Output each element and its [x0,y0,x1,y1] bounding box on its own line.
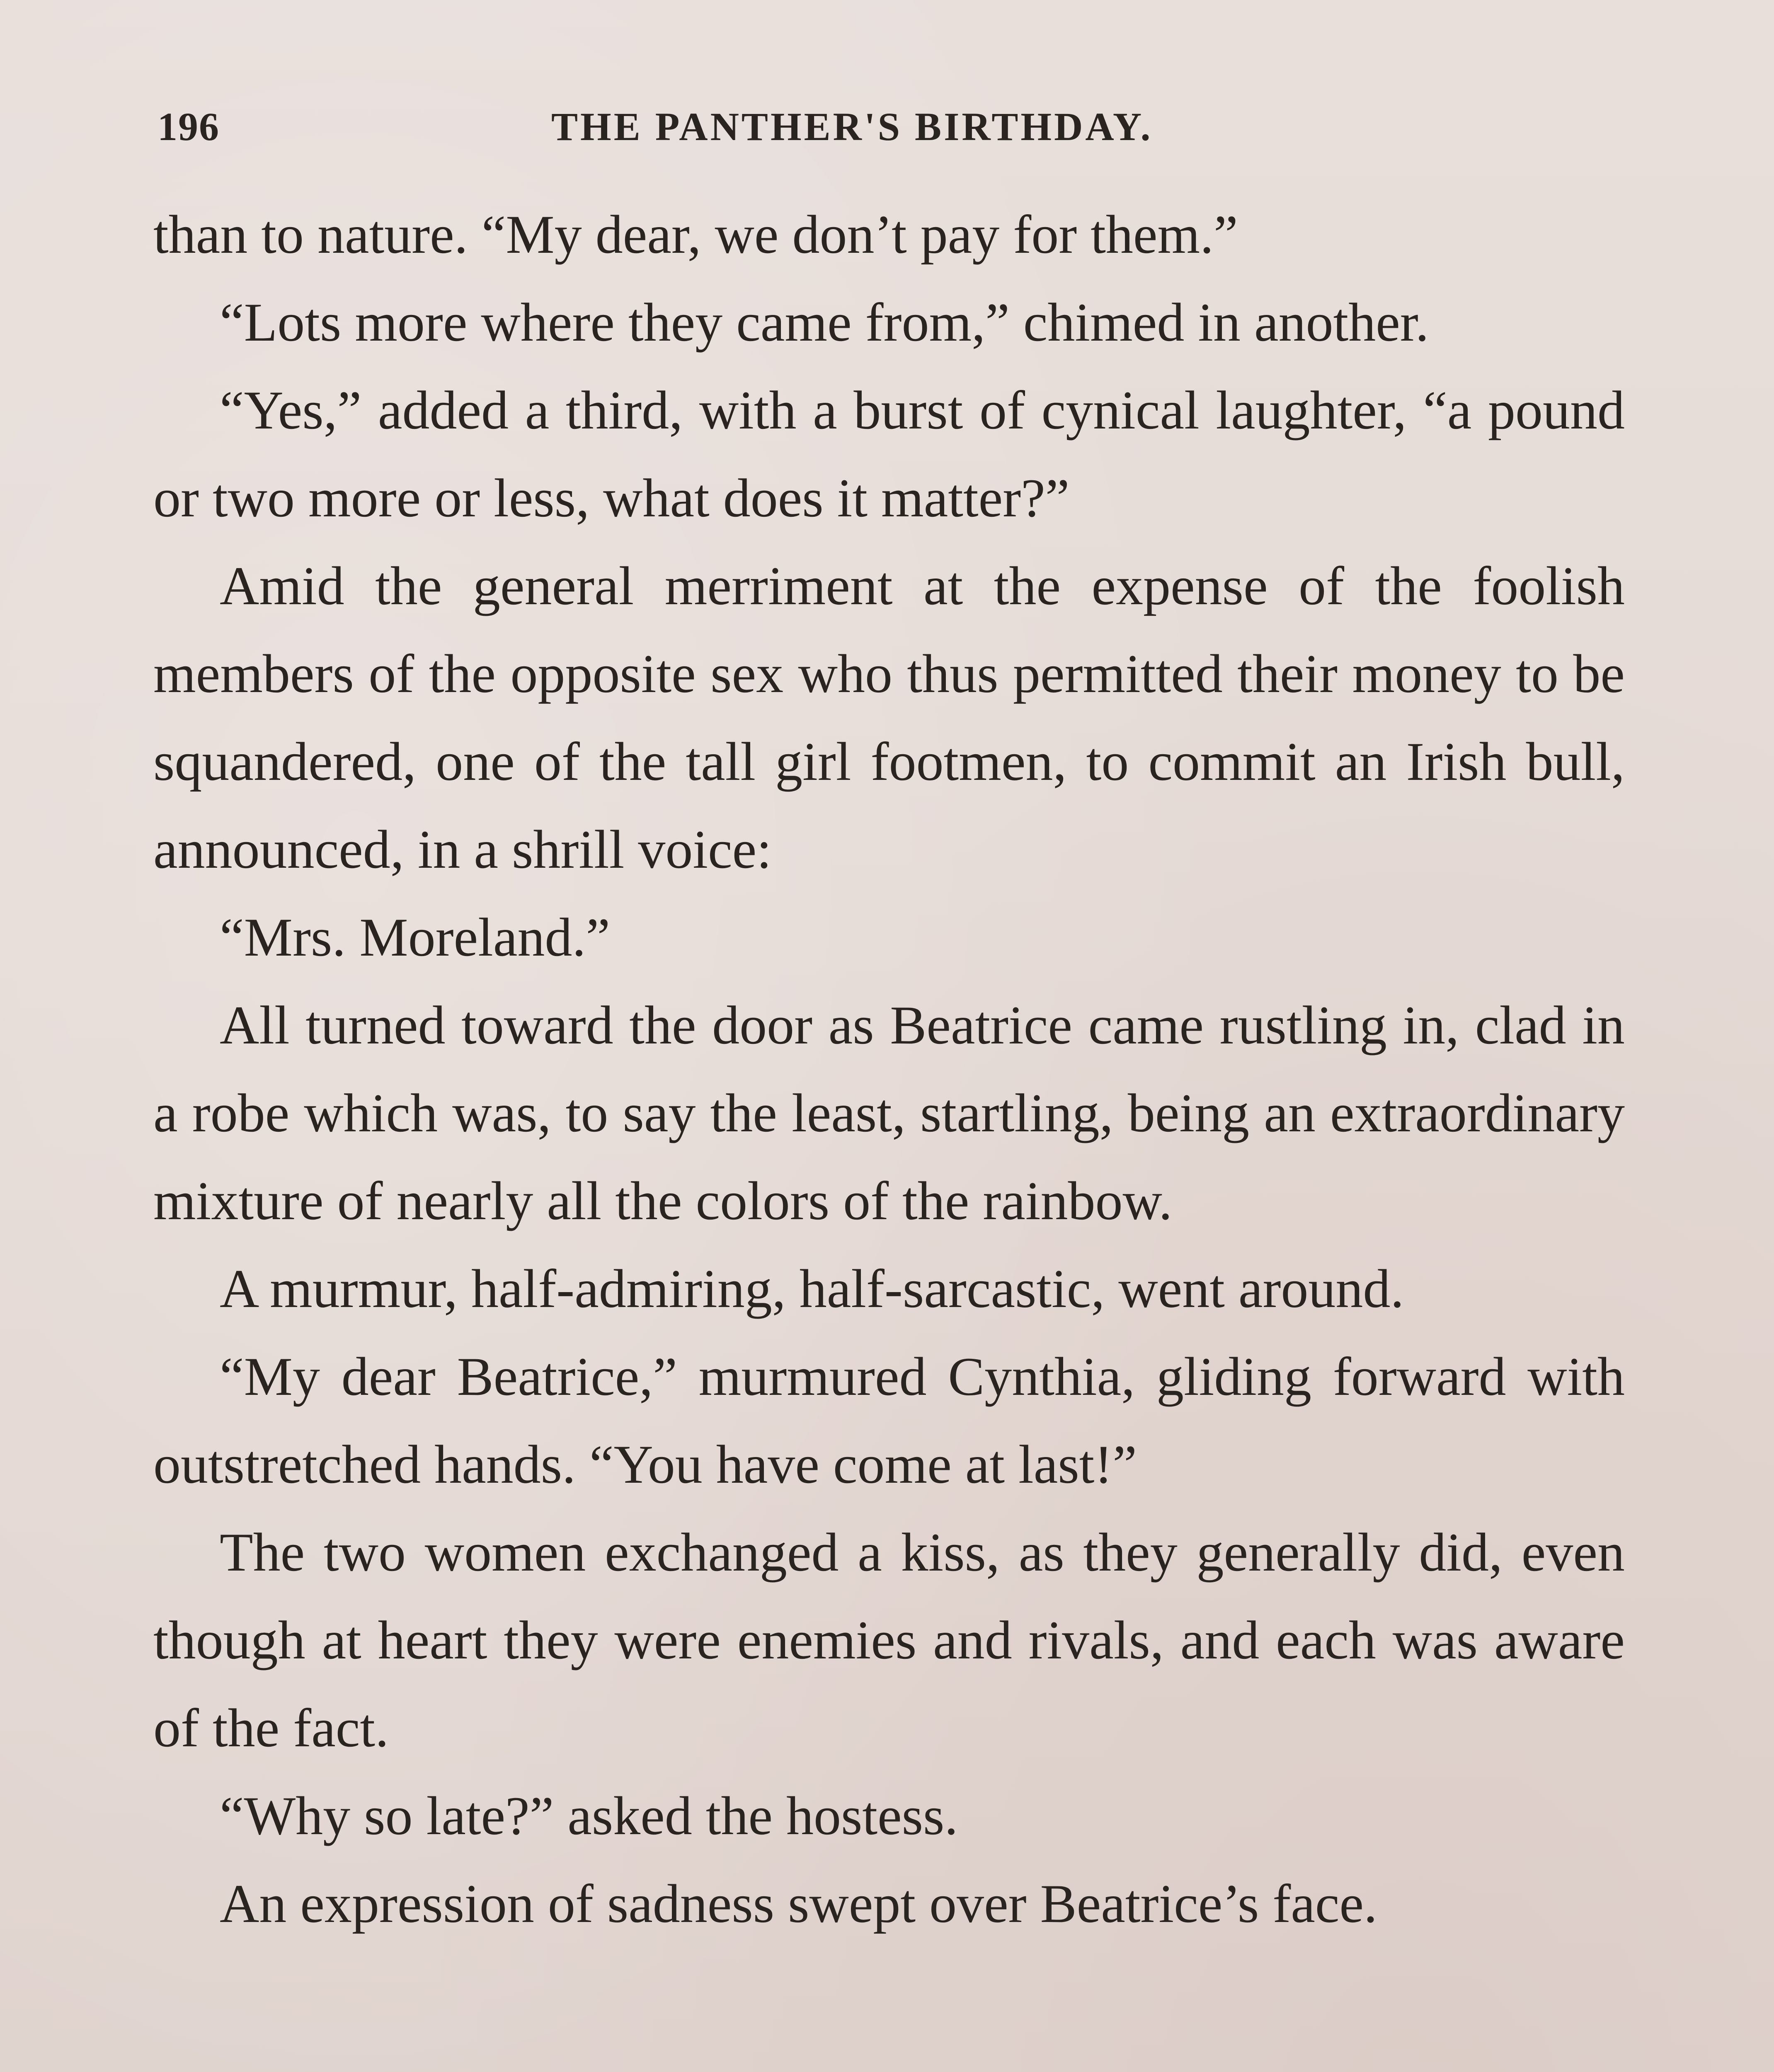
paragraph: An expression of sadness swept over Beatrice’s face. [220,1873,1378,1934]
paragraph: The two women exchanged a kiss, as they generally did, even though at heart they were enemies and rivals, and each was aware of the fact. [153,1522,1625,1758]
page-number: 196 [158,104,220,149]
paragraph: “Why so late?” asked the hostess. [220,1785,958,1846]
paragraph: “Yes,” added a third, with a burst of cynical laughter, “a pound or two more or less, what does it matter?” [153,380,1625,528]
paragraph: “Mrs. Moreland.” [220,907,611,968]
paragraph: “My dear Beatrice,” murmured Cynthia, gliding forward with outstretched hands. “You have come at last!” [153,1346,1625,1495]
paragraph-continued: than to nature. “My dear, we don’t pay for them.” [153,204,1238,265]
paragraph: All turned toward the door as Beatrice came rustling in, clad in a robe which was, to say the least, startling, being an extraordinary mixture of nearly all the colors of the rainbow. [153,995,1625,1231]
running-head [153,104,1625,153]
paragraph: A murmur, half-admiring, half-sarcastic, went around. [220,1258,1404,1319]
paragraph: Amid the general merriment at the expense of the foolish members of the opposite sex who thus permitted their money to be squandered, one of the tall girl footmen, to commit an Irish bull, announced, in a shrill voice: [153,555,1625,880]
body-text [153,191,1625,1948]
running-head-title: THE PANTHER'S BIRTHDAY. [551,104,1153,149]
paragraph: “Lots more where they came from,” chimed in another. [220,292,1429,353]
